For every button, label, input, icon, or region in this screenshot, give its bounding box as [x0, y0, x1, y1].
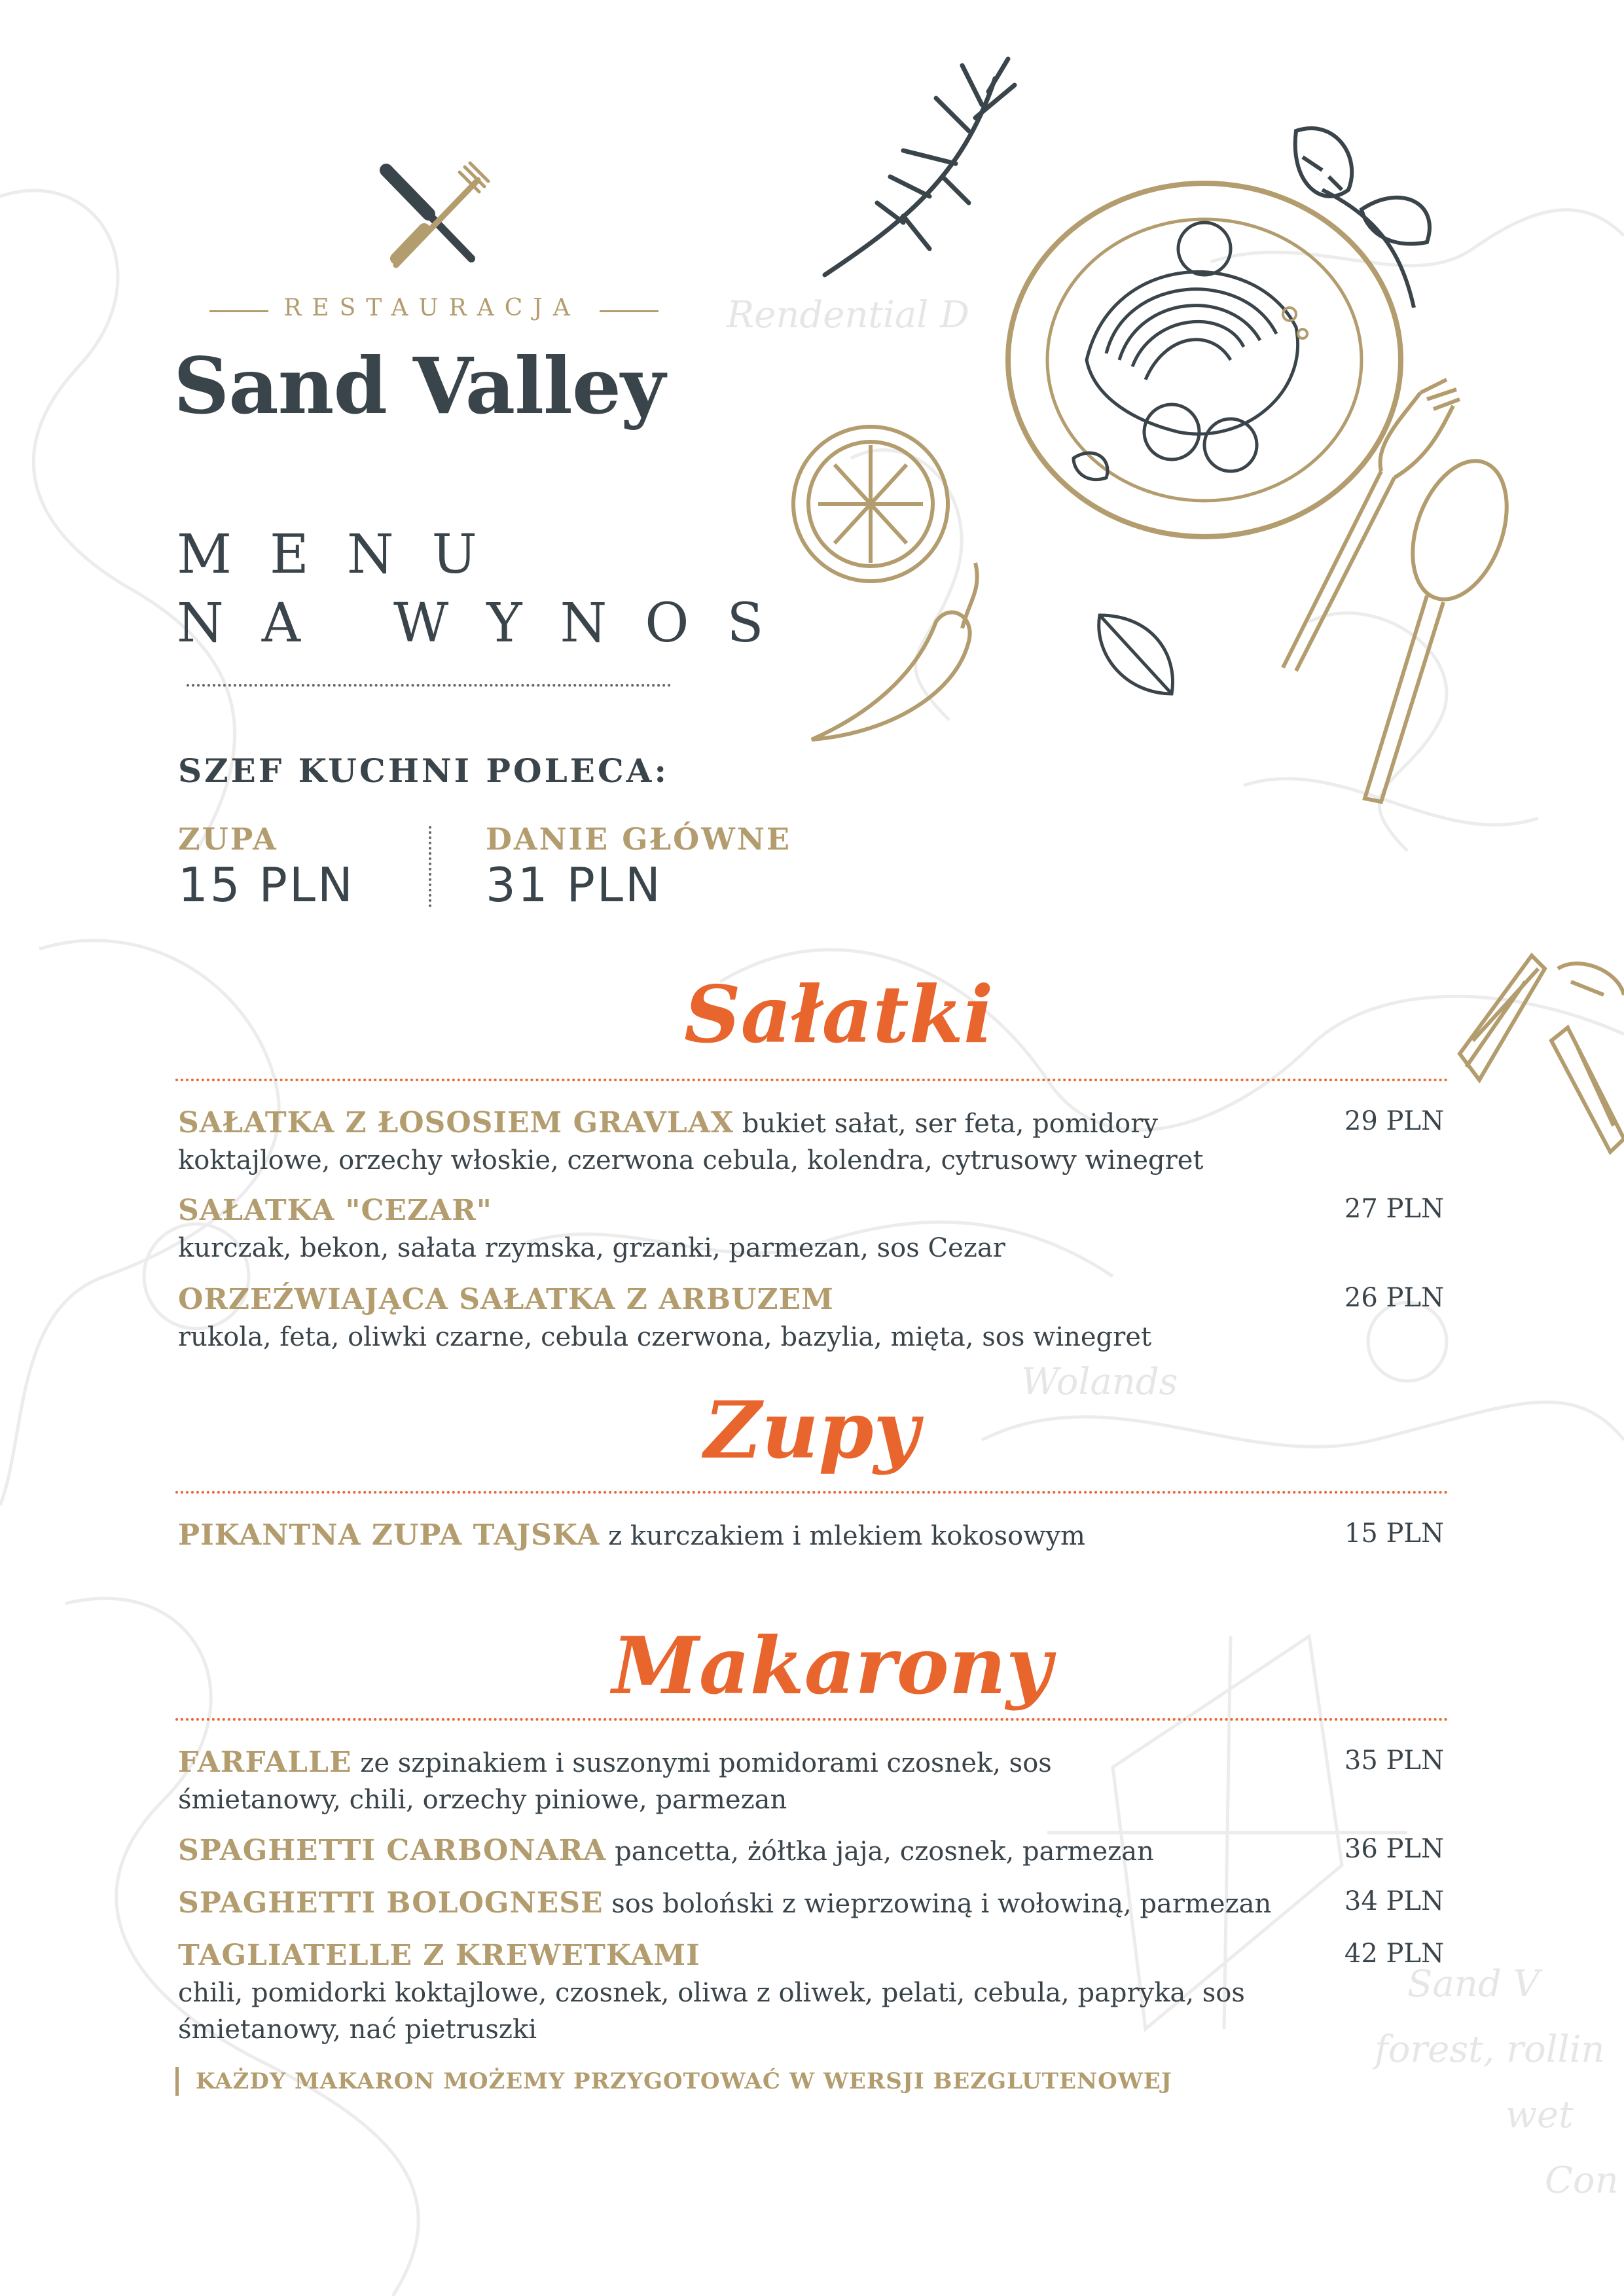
item-name: FARFALLE [178, 1746, 352, 1779]
item-desc: chili, pomidorki koktajlowe, czosnek, oliwa z oliwek, pelati, cebula, papryka, sos śmietanowy, nać pietruszki [178, 1978, 1245, 2045]
item-price: 26 PLN [1344, 1283, 1444, 1313]
menu-title-line2: NA WYNOS [177, 592, 802, 655]
basil-leaf-icon [1099, 615, 1173, 694]
restaurant-name: Sand Valley [173, 340, 665, 431]
svg-text:Sand V: Sand V [1407, 1963, 1540, 2005]
svg-text:wet: wet [1506, 2094, 1574, 2136]
chef-main-label: DANIE GŁÓWNE [486, 821, 792, 857]
gluten-free-note: KAŻDY MAKARON MOŻEMY PRZYGOTOWAĆ W WERSJI BEZGLUTENOWEJ [175, 2067, 1172, 2096]
item-desc: bukiet sałat, ser feta, pomidory koktajlowe, orzechy włoskie, czerwona cebula, kolendra, cytrusowy winegret [178, 1109, 1204, 1175]
chef-soup-price: 15 PLN [178, 857, 355, 912]
menu-item [178, 1885, 1284, 1922]
menu-item [178, 1744, 1094, 1818]
section-title-salads: Sałatki [684, 969, 994, 1061]
menu-item [178, 1105, 1284, 1179]
item-name: SPAGHETTI BOLOGNESE [178, 1886, 604, 1920]
menu-item [178, 1517, 1284, 1554]
item-name: SPAGHETTI CARBONARA [178, 1834, 607, 1867]
item-name: TAGLIATELLE Z KREWETKAMI [178, 1939, 700, 1972]
section-rule-salads [175, 1079, 1449, 1081]
item-price: 27 PLN [1344, 1194, 1444, 1224]
menu-item [178, 1193, 1284, 1266]
item-name: ORZEŹWIAJĄCA SAŁATKA Z ARBUZEM [178, 1283, 834, 1316]
item-desc: sos boloński z wieprzowiną i wołowiną, parmezan [611, 1889, 1272, 1919]
item-desc: rukola, feta, oliwki czarne, cebula czerwona, bazylia, mięta, sos winegret [178, 1322, 1152, 1352]
item-price: 15 PLN [1344, 1518, 1444, 1549]
item-name: SAŁATKA Z ŁOSOSIEM GRAVLAX [178, 1106, 734, 1139]
chef-divider [429, 826, 431, 907]
chef-main-price: 31 PLN [486, 857, 662, 912]
lemon-slice-icon [793, 427, 948, 581]
item-desc: pancetta, żółtka jaja, czosnek, parmezan [615, 1837, 1154, 1867]
item-name: SAŁATKA "CEZAR" [178, 1194, 492, 1227]
section-title-soups: Zupy [704, 1384, 920, 1477]
chili-pepper-icon [812, 563, 977, 740]
menu-item [178, 1937, 1284, 2048]
item-price: 36 PLN [1344, 1834, 1444, 1864]
crossed-knife-fork-icon [373, 160, 491, 278]
item-name: PIKANTNA ZUPA TAJSKA [178, 1518, 600, 1552]
svg-text:Wolands: Wolands [1021, 1361, 1178, 1403]
svg-text:forest, rollin: forest, rollin [1375, 2028, 1605, 2071]
section-rule-pasta [175, 1718, 1449, 1721]
svg-text:Rendential D: Rendential D [727, 294, 969, 336]
food-illustration [772, 52, 1624, 838]
section-rule-soups [175, 1491, 1449, 1494]
restaurant-kicker: RESTAURACJA [283, 295, 581, 321]
spoon-icon [1365, 448, 1525, 802]
dill-icon [825, 59, 1015, 275]
item-desc: z kurczakiem i mlekiem kokosowym [608, 1521, 1085, 1551]
item-price: 35 PLN [1344, 1746, 1444, 1776]
fork-icon [1283, 380, 1460, 671]
item-price: 42 PLN [1344, 1939, 1444, 1969]
item-desc: kurczak, bekon, sałata rzymska, grzanki, parmezan, sos Cezar [178, 1233, 1005, 1263]
chef-soup-label: ZUPA [178, 821, 278, 857]
item-price: 29 PLN [1344, 1106, 1444, 1136]
item-desc: ze szpinakiem i suszonymi pomidorami czosnek, sos śmietanowy, chili, orzechy piniowe, parmezan [178, 1748, 1052, 1815]
penne-icon [1447, 942, 1624, 1158]
kicker-line-right [600, 310, 659, 312]
section-title-pasta: Makarony [612, 1620, 1052, 1712]
svg-text:Con: Con [1545, 2159, 1619, 2202]
parsley-icon [1295, 128, 1430, 308]
menu-title-line1: MENU [177, 524, 515, 586]
menu-item [178, 1282, 1284, 1355]
pasta-plate-icon [1008, 183, 1401, 537]
chef-recommends-title: SZEF KUCHNI POLECA: [178, 751, 669, 790]
title-divider [187, 684, 671, 687]
menu-item [178, 1833, 1284, 1870]
item-price: 34 PLN [1344, 1886, 1444, 1916]
